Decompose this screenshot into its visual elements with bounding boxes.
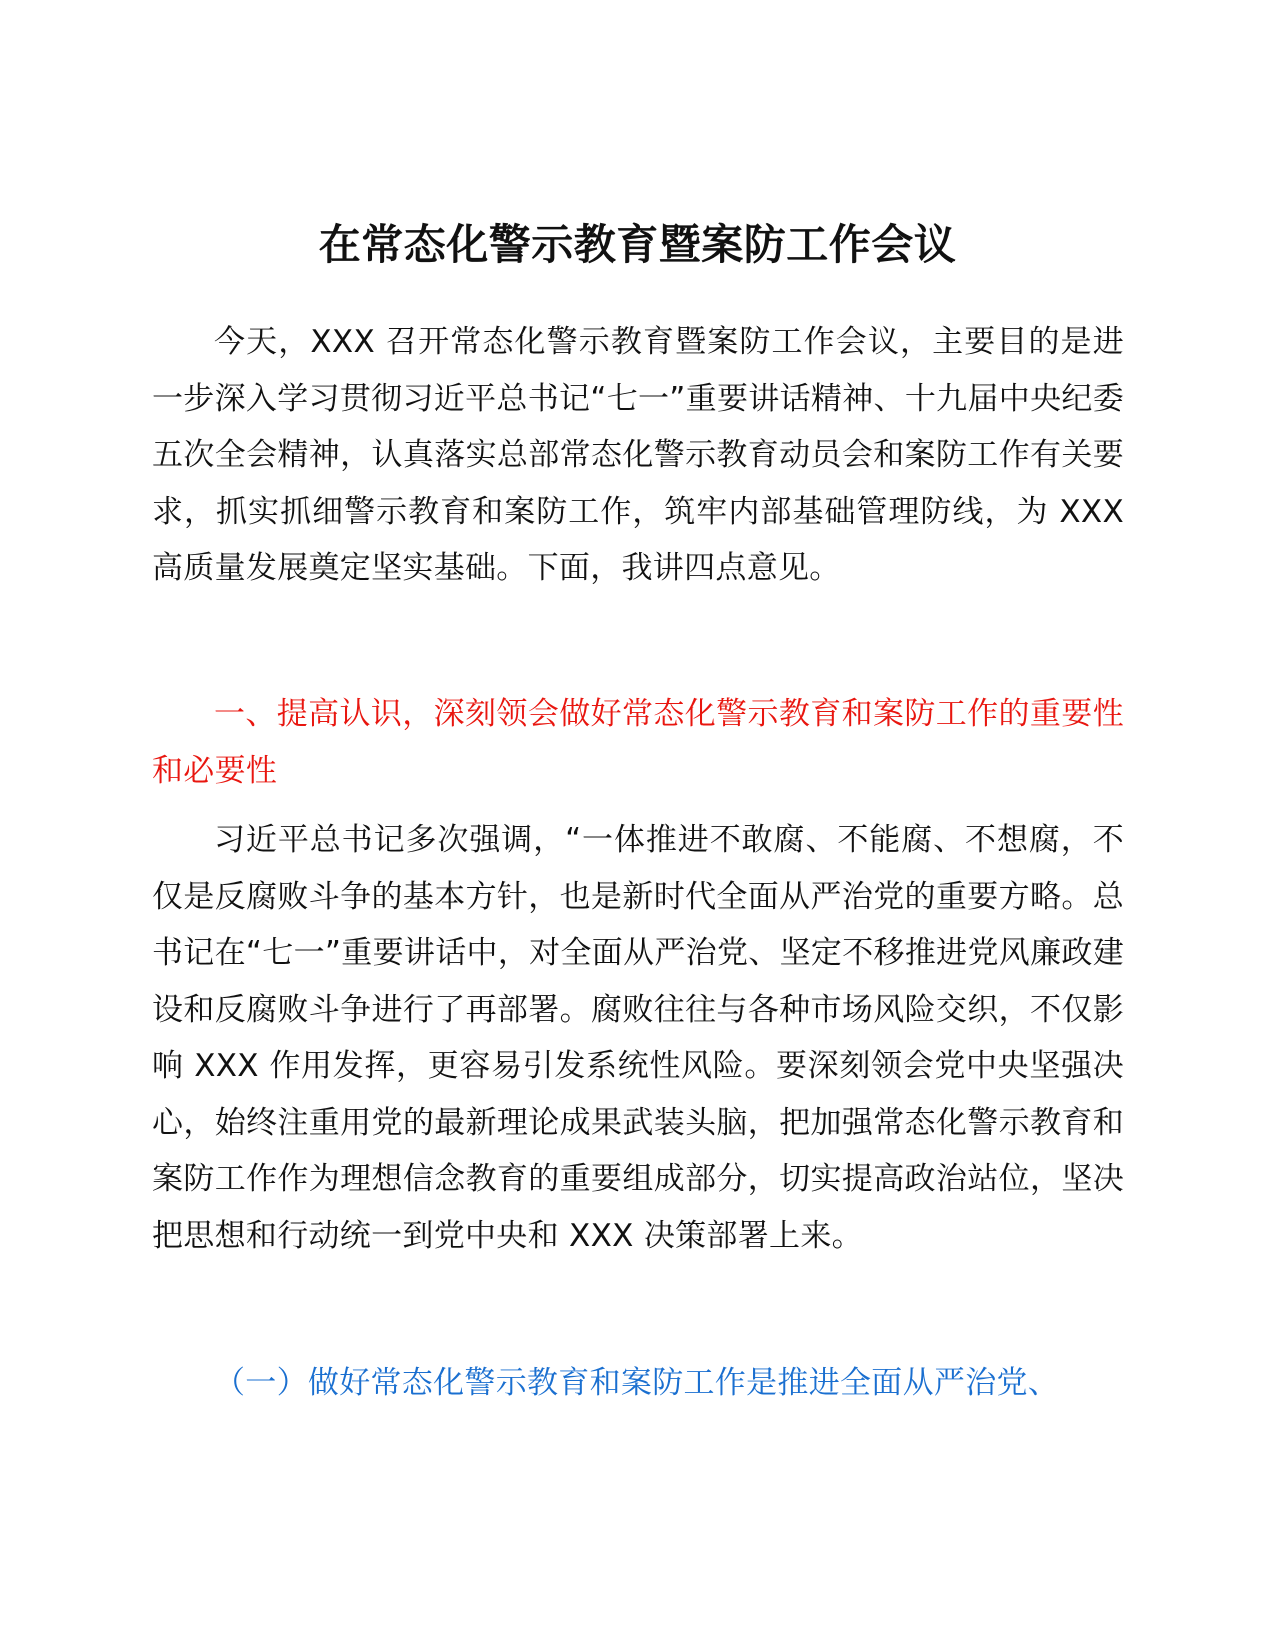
intro-paragraph: 今天，XXX 召开常态化警示教育暨案防工作会议，主要目的是进一步深入学习贯彻习近平总书记“七一”重要讲话精神、十九届中央纪委五次全会精神，认真落实总部常态化警示教育动员会和案防工作有关要求，抓实抓细警示教育和案防工作，筑牢内部基础管理防线，为 XXX 高质量发展奠定坚实基础。下面，我讲四点意见。	[152, 324, 1124, 586]
document-title: 在常态化警示教育暨案防工作会议	[318, 220, 957, 269]
body-paragraph: 习近平总书记多次强调，“一体推进不敢腐、不能腐、不想腐，不仅是反腐败斗争的基本方针，也是新时代全面从严治党的重要方略。总书记在“七一”重要讲话中，对全面从严治党、坚定不移推进党风廉政建设和反腐败斗争进行了再部署。腐败往往与各种市场风险交织，不仅影响 XXX 作用发挥，更容易引发系统性风险。要深刻领会党中央坚强决心，始终注重用党的最新理论成果武装头脑，把加强常态化警示教育和案防工作作为理想信念教育的重要组成部分，切实提高政治站位，坚决把思想和行动统一到党中央和 XXX 决策部署上来。	[152, 822, 1124, 1254]
subsection-heading-1: （一）做好常态化警示教育和案防工作是推进全面从严治党、	[214, 1365, 1060, 1401]
section-heading-1: 一、提高认识，深刻领会做好常态化警示教育和案防工作的重要性和必要性	[152, 696, 1124, 789]
